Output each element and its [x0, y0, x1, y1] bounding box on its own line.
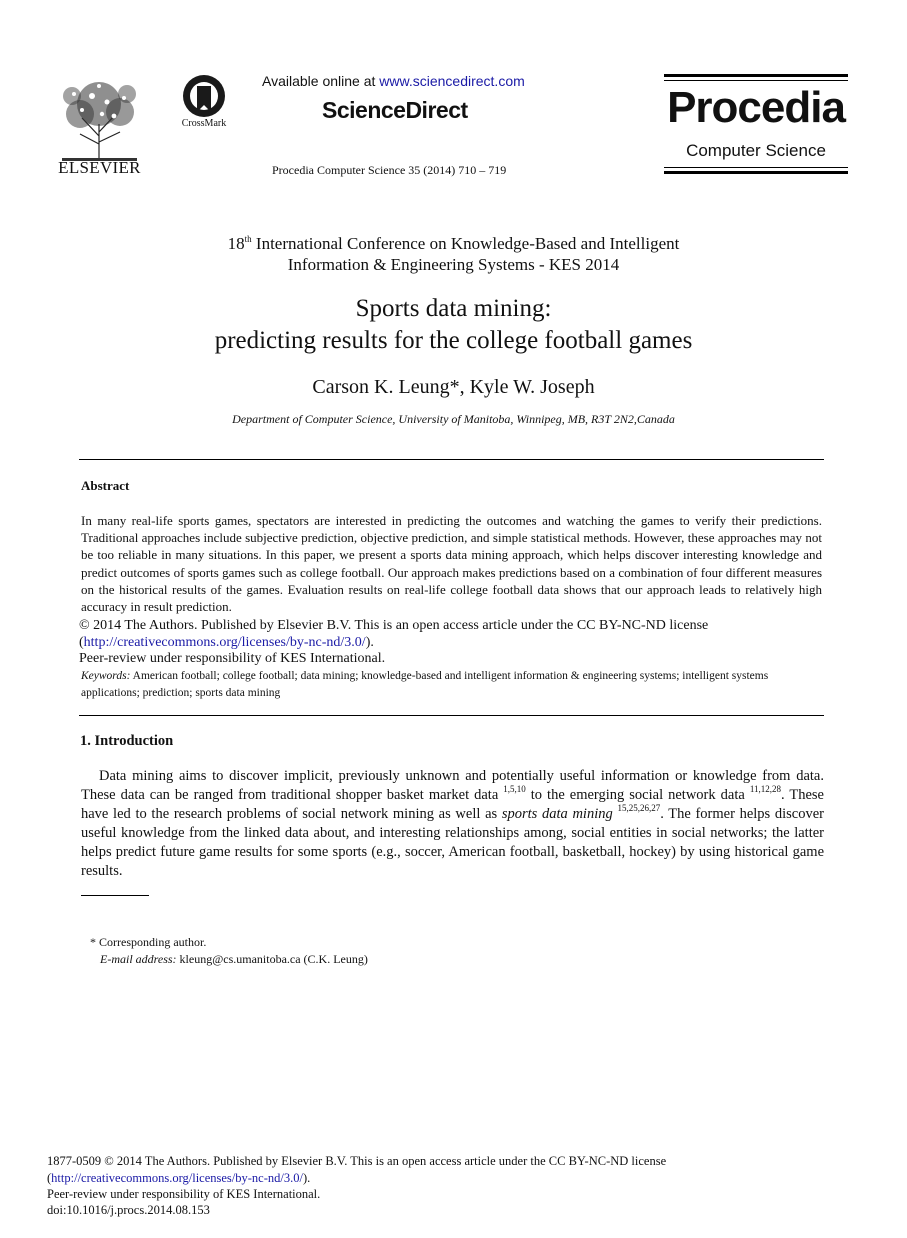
sciencedirect-brand: ScienceDirect [322, 97, 468, 123]
footer-license-open: ( [47, 1171, 52, 1185]
procedia-rule-top [664, 74, 848, 77]
abstract-body: In many real-life sports games, spectators are interested in predicting the outcomes and watching the games to verify their predictions. Traditional approaches include subjective prediction, objective prediction, and simple statistical methods. However, these approaches may not be too reliable in many situations. In this paper, we present a sports data mining approach, which helps discover interesting knowledge and predict outcomes of sports games such as college football. Our approach makes predictions based on a combination of four different measures on the historical results of the games. Evaluation results on real-life college football data shows that our approach leads to relatively high accuracy in result prediction. [81, 513, 822, 615]
conference-name: International Conference on Knowledge-Based and Intelligent [251, 234, 680, 253]
keywords-list: American football; college football; data mining; knowledge-based and intelligent information & engineering systems; intelligent systems applications; prediction; sports data mining [81, 670, 769, 699]
conference-line-2: Information & Engineering Systems - KES 2014 [287, 255, 620, 274]
email-label: E-mail address: [100, 952, 177, 966]
abstract-rule-top [79, 459, 824, 460]
introduction-paragraph [81, 767, 824, 881]
procedia-rule-top-thin [664, 80, 848, 81]
license-link[interactable]: http://creativecommons.org/licenses/by-nc-nd/3.0/ [83, 634, 366, 650]
paper-authors: Carson K. Leung*, Kyle W. Joseph [312, 376, 595, 398]
citation-ref-2: 11,12,28 [749, 784, 781, 794]
license-text: © 2014 The Authors. Published by Elsevier B.V. This is an open access article under the CC BY-NC-ND license [79, 618, 709, 633]
publisher-name: ELSEVIER [58, 158, 141, 177]
abstract-rule-bottom [79, 715, 824, 716]
intro-text-a: Data mining aims to discover implicit, previously unknown and potentially useful information or knowledge from data. These data can be ranged from traditional shopper basket market data [81, 768, 824, 803]
conference-ordinal: 18 [227, 234, 245, 253]
footer-license-close: ). [302, 1171, 311, 1185]
intro-emphasis: sports data mining [501, 806, 613, 822]
peer-review-statement: Peer-review under responsibility of KES International. [79, 651, 386, 666]
conference-ordinal-suffix: th [244, 234, 252, 244]
intro-text-b: to the emerging social network data [525, 787, 750, 803]
footer-doi[interactable]: doi:10.1016/j.procs.2014.08.153 [47, 1203, 210, 1217]
procedia-brand-subtitle: Computer Science [686, 141, 826, 160]
citation-ref-3: 15,25,26,27 [617, 803, 661, 813]
footer-license [47, 1171, 310, 1186]
license-url-open: ( [79, 634, 84, 650]
license-url-close: ). [365, 634, 374, 650]
author-affiliation: Department of Computer Science, University of Manitoba, Winnipeg, MB, R3T 2N2,Canada [232, 412, 675, 426]
citation-ref-1: 1,5,10 [503, 784, 526, 794]
procedia-rule-bottom [664, 171, 848, 174]
conference-line-1 [0, 234, 907, 254]
keywords-label: Keywords: [81, 670, 131, 682]
intro-text-e: . The former helps discover useful knowledge from the linked data about, and interesting relationships among, social entities in social networks; the latter helps predict future game results for some sports (e.g., soccer, American football, basketball, hockey) by using historical game results. [81, 806, 825, 879]
license-statement [79, 618, 824, 651]
intro-text-c: . These have led to the research problems of social network mining as well as [81, 787, 824, 822]
footer-copyright: 1877-0509 © 2014 The Authors. Published by Elsevier B.V. This is an open access article under the CC BY-NC-ND license [47, 1154, 667, 1168]
author-email [100, 952, 368, 967]
footnote-rule [81, 895, 149, 896]
footer-license-link[interactable]: http://creativecommons.org/licenses/by-nc-nd/3.0/ [51, 1171, 303, 1185]
keywords [81, 668, 822, 701]
available-online [262, 73, 525, 89]
sciencedirect-link[interactable]: www.sciencedirect.com [379, 73, 525, 89]
journal-citation: Procedia Computer Science 35 (2014) 710 – 719 [272, 163, 507, 177]
paper-title-line-2: predicting results for the college football games [214, 327, 693, 354]
abstract-heading: Abstract [81, 478, 130, 493]
crossmark-label: CrossMark [181, 118, 227, 129]
section-heading-introduction: 1. Introduction [80, 733, 174, 749]
paper-title-line-1: Sports data mining: [355, 295, 552, 322]
procedia-rule-bottom-thin [664, 167, 848, 168]
available-online-prefix: Available online at [262, 73, 380, 89]
procedia-brand-title: Procedia [667, 83, 845, 132]
email-value[interactable]: kleung@cs.umanitoba.ca (C.K. Leung) [176, 952, 368, 966]
footer-peer-review: Peer-review under responsibility of KES International. [47, 1187, 321, 1201]
corresponding-author-note: * Corresponding author. [90, 935, 207, 949]
